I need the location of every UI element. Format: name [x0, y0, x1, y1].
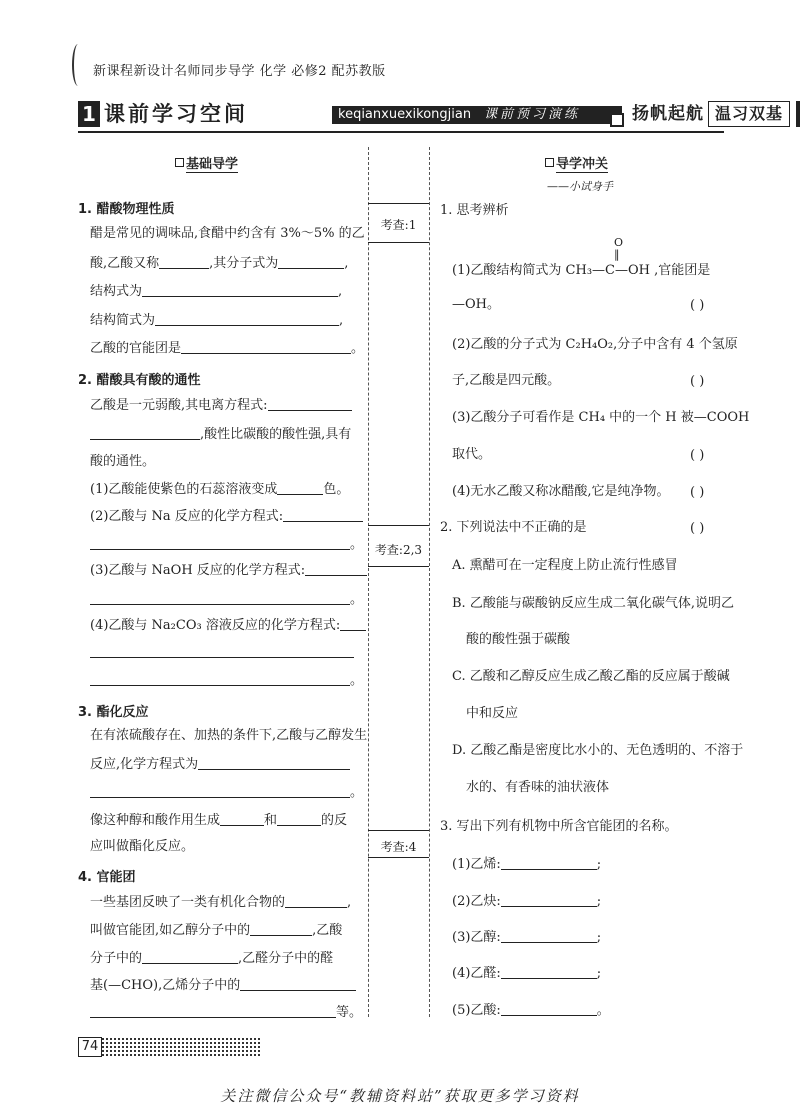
q1-item2a: (2)乙酸的分子式为 C₂H₄O₂,分子中含有 4 个氢原 [452, 337, 738, 352]
kaocha-rule [368, 242, 429, 243]
kaocha-3: 考查:4 [380, 840, 417, 854]
q2-option-b2: 酸的酸性强于碳酸 [466, 632, 571, 647]
s2-line2: ,酸性比碳酸的酸性强,具有 [90, 427, 351, 442]
kaocha-rule [368, 830, 429, 831]
banner-slogan: 扬帆起航 [632, 104, 704, 124]
blank-field[interactable] [278, 256, 344, 269]
kaocha-rule [368, 525, 429, 526]
s2-line11: 。 [90, 673, 363, 688]
s1-line4: 结构简式为 , [90, 313, 344, 328]
banner-pinyin: keqianxuexikongjian [338, 107, 472, 122]
blank-field[interactable] [240, 978, 356, 991]
blank-field[interactable] [277, 813, 321, 826]
square-icon [545, 158, 554, 167]
kaocha-1: 考查:1 [380, 218, 417, 232]
blank-field[interactable] [220, 813, 264, 826]
heading-4: 4. 官能团 [78, 870, 136, 885]
s2-line10 [90, 645, 354, 660]
q2-option-c1: C. 乙酸和乙醇反应生成乙酸乙酯的反应属于酸碱 [452, 669, 730, 684]
s4-line1: 一些基团反映了一类有机化合物的 , [90, 895, 352, 910]
s4-line5: 等。 [90, 1005, 362, 1020]
q3-item5: (5)乙酸: 。 [452, 1003, 610, 1018]
s3-line1: 在有浓硫酸存在、加热的条件下,乙酸与乙醇发生 [90, 728, 368, 743]
column-divider-left [368, 147, 369, 1017]
blank-field[interactable] [283, 509, 363, 522]
blank-field[interactable] [142, 951, 238, 964]
banner-end-bar [796, 101, 800, 127]
q3-item1: (1)乙烯: ; [452, 857, 602, 872]
answer-paren[interactable]: ( ) [690, 448, 705, 463]
header-curve-decoration [72, 44, 84, 86]
square-icon [610, 113, 624, 127]
s2-line6: 。 [90, 537, 363, 552]
heading-3: 3. 酯化反应 [78, 705, 149, 720]
section-banner [78, 101, 784, 127]
s4-line2: 叫做官能团,如乙醇分子中的 ,乙酸 [90, 923, 343, 938]
blank-field[interactable] [277, 482, 323, 495]
footer-note: 关注微信公众号“教辅资料站”获取更多学习资料 [220, 1087, 580, 1105]
blank-field[interactable] [501, 857, 597, 870]
dot-pattern-decoration [101, 1037, 261, 1057]
blank-field[interactable] [285, 895, 347, 908]
answer-paren[interactable]: ( ) [690, 521, 705, 536]
blank-field[interactable] [142, 284, 338, 297]
s2-line5: (2)乙酸与 Na 反应的化学方程式: [90, 509, 363, 524]
right-section-title: 导学冲关 [545, 153, 608, 172]
q1-item2b: 子,乙酸是四元酸。 [452, 373, 561, 388]
answer-paren[interactable]: ( ) [690, 298, 705, 313]
q1-item1b: —OH。 [452, 297, 500, 312]
page-number: 74 [78, 1037, 102, 1057]
right-subtitle: ——小试身手 [547, 180, 613, 193]
carbonyl-oxygen: O [614, 236, 624, 249]
s2-line4: (1)乙酸能使紫色的石蕊溶液变成 色。 [90, 482, 350, 497]
answer-paren[interactable]: ( ) [690, 485, 705, 500]
s1-line5: 乙酸的官能团是 。 [90, 341, 365, 356]
s2-line3: 酸的通性。 [90, 454, 156, 469]
blank-field[interactable] [268, 398, 352, 411]
q3-item4: (4)乙醛: ; [452, 966, 602, 981]
banner-pinyin-bar [332, 106, 622, 124]
s3-line5: 应叫做酯化反应。 [90, 839, 195, 854]
s3-line4: 像这种醇和酸作用生成 和 的反 [90, 813, 348, 828]
banner-title: 课前学习空间 [104, 102, 248, 126]
blank-field[interactable] [305, 563, 367, 576]
s1-line2: 酸,乙酸又称 ,其分子式为 , [90, 256, 349, 271]
q2-title: 2. 下列说法中不正确的是 [440, 520, 587, 535]
q1-item3b: 取代。 [452, 447, 492, 462]
blank-field[interactable] [90, 537, 350, 550]
q3-item2: (2)乙炔: ; [452, 894, 602, 909]
column-divider-right [429, 147, 430, 1017]
q1-item4: (4)无水乙酸又称冰醋酸,它是纯净物。 [452, 484, 670, 499]
heading-1: 1. 醋酸物理性质 [78, 202, 175, 217]
q3-title: 3. 写出下列有机物中所含官能团的名称。 [440, 819, 678, 834]
s4-line4: 基(—CHO),乙烯分子中的 [90, 978, 356, 993]
s4-line3: 分子中的 ,乙醛分子中的醛 [90, 951, 334, 966]
square-icon [175, 158, 184, 167]
q2-option-b1: B. 乙酸能与碳酸钠反应生成二氧化碳气体,说明乙 [452, 596, 734, 611]
q2-option-c2: 中和反应 [466, 706, 519, 721]
q2-option-a: A. 熏醋可在一定程度上防止流行性感冒 [452, 558, 678, 573]
blank-field[interactable] [340, 618, 366, 631]
q2-option-d1: D. 乙酸乙酯是密度比水小的、无色透明的、不溶于 [452, 743, 744, 758]
blank-field[interactable] [90, 673, 350, 686]
blank-field[interactable] [90, 1005, 336, 1018]
s2-line9: (4)乙酸与 Na₂CO₃ 溶液反应的化学方程式: [90, 618, 366, 633]
answer-paren[interactable]: ( ) [690, 374, 705, 389]
banner-number: 1 [78, 101, 100, 127]
kaocha-rule [368, 203, 429, 204]
banner-badge: 温习双基 [708, 101, 790, 127]
blank-field[interactable] [90, 645, 354, 658]
s1-line1: 醋是常见的调味品,食醋中约含有 3%～5% 的乙 [90, 226, 365, 241]
s3-line3: 。 [90, 785, 363, 800]
blank-field[interactable] [90, 785, 350, 798]
kaocha-2: 考查:2,3 [374, 543, 423, 557]
q1-item3a: (3)乙酸分子可看作是 CH₄ 中的一个 H 被—COOH [452, 410, 750, 425]
s1-line3: 结构式为 , [90, 284, 343, 299]
s2-line1: 乙酸是一元弱酸,其电离方程式: [90, 398, 352, 413]
blank-field[interactable] [155, 313, 339, 326]
q1-item1a: (1)乙酸结构简式为 CH₃—C—OH ,官能团是 [452, 263, 711, 278]
banner-rule [78, 131, 724, 133]
banner-subtitle: 课前预习演练 [484, 107, 581, 122]
double-bond: ‖ [614, 248, 620, 261]
heading-2: 2. 醋酸具有酸的通性 [78, 373, 201, 388]
blank-field[interactable] [159, 256, 209, 269]
blank-field[interactable] [501, 966, 597, 979]
blank-field[interactable] [90, 592, 350, 605]
blank-field[interactable] [198, 757, 350, 770]
kaocha-rule [368, 857, 429, 858]
blank-field[interactable] [501, 1003, 597, 1016]
blank-field[interactable] [501, 894, 597, 907]
s2-line8: 。 [90, 592, 363, 607]
q1-title: 1. 思考辨析 [440, 203, 509, 218]
kaocha-rule [368, 566, 429, 567]
q3-item3: (3)乙醇: ; [452, 930, 602, 945]
blank-field[interactable] [501, 930, 597, 943]
blank-field[interactable] [90, 427, 200, 440]
blank-field[interactable] [181, 341, 351, 354]
book-title: 新课程新设计名师同步导学 化学 必修2 配苏教版 [93, 64, 386, 79]
q2-option-d2: 水的、有香味的油状液体 [466, 780, 610, 795]
s3-line2: 反应,化学方程式为 [90, 757, 350, 772]
left-section-title: 基础导学 [175, 153, 238, 172]
s2-line7: (3)乙酸与 NaOH 反应的化学方程式: [90, 563, 367, 578]
blank-field[interactable] [250, 923, 312, 936]
